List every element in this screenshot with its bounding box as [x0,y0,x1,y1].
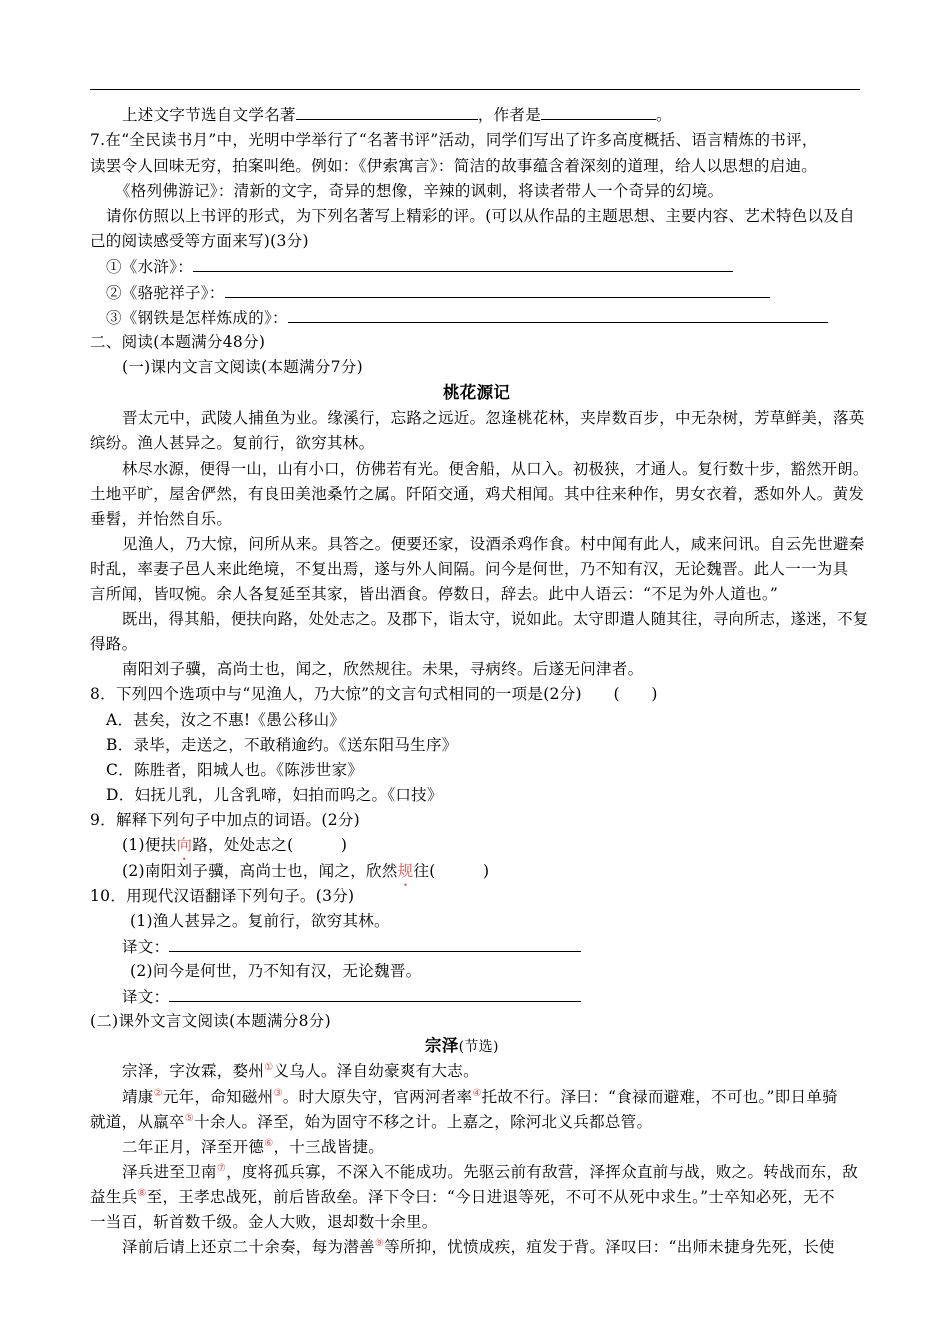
text: 宗泽，字汝霖，婺州 [122,1062,265,1080]
passage-1-p3-l1: 见渔人，乃大惊，问所从来。具答之。便要还家，设酒杀鸡作食。村中闻有此人，咸来问讯。自云先世避秦 [122,535,865,553]
footnote-marker: ① [264,1061,274,1073]
text: 十余人。泽至，始为固守不移之计。上嘉之，除河北义兵都总管。 [194,1113,653,1131]
passage-1-p3-l3: 言所闻，皆叹惋。余人各复延至其家，皆出酒食。停数日，辞去。此中人语云：“不足为外人道也。” [90,585,779,603]
q10-translation-2-blank[interactable] [169,986,581,1002]
q10-translation-2 [122,986,581,1007]
q7-item-shuihu-blank[interactable] [193,256,733,272]
text: 等所抑，忧愤成疾，疽发于背。泽叹曰：“出师未捷身先死，长使 [384,1238,835,1256]
q7-item-gangtie-label: ③《钢铁是怎样炼成的》： [106,309,288,327]
q7-line-4: 请你仿照以上书评的形式，为下列名著写上精彩的评。(可以从作品的主题思想、主要内容、艺术特色以及自 [106,207,855,225]
text: 泽前后请上还京二十余奏，每为潜善 [122,1238,375,1256]
passage-2-p5-l1 [122,1237,835,1257]
q6-book-blank[interactable] [296,104,478,120]
passage-1-p3-l2: 时乱，率妻子邑人来此绝境，不复出焉，遂与外人间隔。问今是何世，乃不知有汉，无论魏晋。此人一一为具 [90,560,849,578]
q8-option-b[interactable]: B．录毕，走送之，不敢稍逾约。《送东阳马生序》 [106,736,458,754]
q9-dotted-word-gui: 规 [397,862,414,880]
text: 。时大原失守，官两河者率 [282,1088,473,1106]
text: 至，王孝忠战死，前后皆敌垒。泽下令曰：“今日进退等死，不可不从死中求生。”士卒知必死，无不 [146,1188,835,1206]
q7-item-luotuo-blank[interactable] [225,282,770,298]
q10-sentence-1: (1)渔人甚异之。复前行，欲穷其林。 [130,912,390,930]
passage-1-p4-l2: 得路。 [90,635,138,653]
section-2-1-heading: (一)课内文言文阅读(本题满分7分) [122,358,363,376]
q7-line-1: 7.在“全民读书月”中，光明中学举行了“名著书评”活动，同学们写出了许多高度概括、语言精炼的书评， [90,131,818,149]
footnote-marker: ③ [273,1087,283,1099]
text: 托故不行。泽曰：“食禄而避难，不可也。”即日单骑 [481,1088,838,1106]
passage-2-p4-l2 [90,1187,835,1207]
passage-2-p1 [122,1061,479,1081]
passage-1-p2-l3: 垂髫，并怡然自乐。 [90,510,233,528]
q10-translation-1 [122,936,581,957]
q10-translation-1-label: 译文： [122,938,170,956]
text: 就道，从羸卒 [90,1113,185,1131]
passage-1-title: 桃花源记 [443,383,511,402]
footnote-marker: ⑧ [137,1187,147,1199]
q7-item-gangtie-blank[interactable] [288,307,828,323]
section-2-2-heading: (二)课外文言文阅读(本题满分8分) [90,1012,331,1030]
passage-2-p2-l1 [122,1087,838,1107]
text: ，十三战皆捷。 [273,1138,385,1156]
q7-item-luotuo [106,282,770,303]
q8-option-a[interactable]: A．甚矣，汝之不惠!《愚公移山》 [106,711,346,729]
q9-item-2-answer[interactable]: 往( ) [413,862,490,880]
q10-translation-1-blank[interactable] [169,936,581,952]
passage-1-p1-l2: 缤纷。渔人甚异之。复前行，欲穷其林。 [90,434,375,452]
q7-item-shuihu-label: ①《水浒》： [106,258,194,276]
passage-1-p1-l1: 晋太元中，武陵人捕鱼为业。缘溪行，忘路之远近。忽逢桃花林，夹岸数百步，中无杂树，芳草鲜美，落英 [122,409,865,427]
q9-item-2-pre: (2)南阳刘子骥，高尚士也，闻之，欣然 [122,862,398,880]
q9-item-1-answer[interactable]: 路，处处志之( ) [192,836,348,854]
footnote-marker: ② [153,1087,163,1099]
section-2-heading: 二、阅读(本题满分48分) [90,333,266,351]
q9-item-1 [122,835,347,855]
q6-answer-line [122,104,672,125]
q10-translation-2-label: 译文： [122,988,170,1006]
text: 元年，命知磁州 [162,1088,274,1106]
passage-1-p5-l1: 南阳刘子骥，高尚士也，闻之，欣然规往。未果，寻病终。后遂无问津者。 [122,660,644,678]
q9-stem: 9．解释下列句子中加点的词语。(2分) [90,811,361,829]
passage-2-p4-l3: 一当百，斩首数千级。金人大败，退却数十余里。 [90,1213,438,1231]
q7-line-5: 己的阅读感受等方面来写)(3分) [90,232,309,250]
text: ，度将孤兵寡，不深入不能成功。先驱云前有敌营，泽挥众直前与战，败之。转战而东，敌 [226,1163,859,1181]
footnote-marker: ⑦ [216,1162,227,1174]
q9-dotted-word-xiang: 向 [176,836,193,854]
q10-stem: 10．用现代汉语翻译下列句子。(3分) [90,887,355,905]
text: 义乌人。泽自幼豪爽有大志。 [273,1062,479,1080]
passage-2-title-text: 宗泽 [425,1036,459,1055]
passage-2-title [425,1036,499,1057]
passage-2-p4-l1 [122,1162,858,1182]
q10-sentence-2: (2)问今是何世，乃不知有汉，无论魏晋。 [130,962,422,980]
footnote-marker: ④ [472,1087,482,1099]
footnote-marker: ⑨ [374,1237,385,1249]
q9-item-2 [122,861,489,881]
text: 靖康 [122,1088,154,1106]
passage-2-subtitle: (节选) [458,1039,499,1055]
q7-item-shuihu [106,256,733,277]
text: 二年正月，泽至开德 [122,1138,265,1156]
q7-line-3: 《格列佛游记》：清新的文字，奇异的想像，辛辣的讽刺，将读者带人一个奇异的幻境。 [115,182,724,200]
q7-item-luotuo-label: ②《骆驼祥子》： [106,284,225,302]
q6-source-text: 上述文字节选自文学名著 [122,106,296,124]
passage-1-p2-l2: 土地平旷，屋舍俨然，有良田美池桑竹之属。阡陌交通，鸡犬相闻。其中往来种作，男女衣着，悉如外人。黄发 [90,485,865,503]
passage-2-p3 [122,1137,384,1157]
header-rule [90,89,860,90]
footnote-marker: ⑤ [184,1112,195,1124]
q9-item-1-pre: (1)便扶 [122,836,177,854]
footnote-marker: ⑥ [264,1137,274,1149]
passage-1-p4-l1: 既出，得其船，便扶向路，处处志之。及郡下，诣太守，说如此。太守即遣人随其往，寻向所志，遂迷，不复 [122,610,869,628]
q7-item-gangtie [106,307,828,328]
text: 益生兵 [90,1188,138,1206]
q8-option-d[interactable]: D．妇抚儿乳，儿含乳啼，妇拍而呜之。《口技》 [106,786,443,804]
q6-author-blank[interactable] [541,104,656,120]
passage-1-p2-l1: 林尽水源，便得一山，山有小口，仿佛若有光。便舍船，从口入。初极狭，才通人。复行数十步，豁然开朗。 [122,460,869,478]
q8-option-c[interactable]: C．陈胜者，阳城人也。《陈涉世家》 [106,761,364,779]
q7-line-2: 读罢令人回味无穷，拍案叫绝。例如：《伊索寓言》：简洁的故事蕴含着深刻的道理，给人以思想的启迪。 [90,157,818,175]
q6-author-text: ，作者是 [477,106,542,124]
q8-stem: 8．下列四个选项中与“见渔人，乃大惊”的文言句式相同的一项是(2分) ( ) [90,685,658,703]
text: 泽兵进至卫南 [122,1163,217,1181]
passage-2-p2-l2 [90,1112,652,1132]
q6-period: 。 [656,106,672,124]
